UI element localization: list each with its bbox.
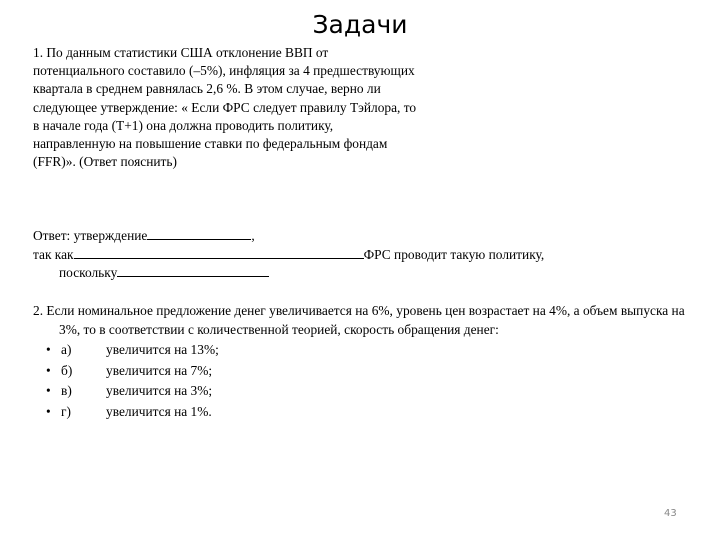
option-c	[46, 381, 219, 402]
answer-blank-since	[117, 264, 269, 277]
task-1-line: потенциального составило (–5%), инфляция за 4 предшествующих	[33, 63, 415, 79]
option-b	[46, 361, 219, 382]
option-letter: а)	[61, 342, 72, 357]
task-2-line: 3%, то в соответствии с количественной теорией, скорость обращения денег:	[59, 321, 499, 337]
answer-label: Ответ: утверждение	[33, 228, 148, 243]
answer-blank-reason	[74, 246, 364, 259]
task-1-line: 1. По данным статистики США отклонение ВВП от	[33, 45, 329, 60]
task-1-line: в начале года (T+1) она должна проводить политику,	[33, 117, 334, 133]
option-letter: г)	[61, 403, 71, 419]
task-1-line: направленную на повышение ставки по федеральным фондам	[33, 136, 388, 152]
task-1-line: квартала в среднем равнялась 2,6 %. В этом случае, верно ли	[33, 81, 381, 97]
bullet-icon: •	[46, 403, 51, 419]
option-text: увеличится на 3%;	[106, 383, 213, 398]
task-1-text	[33, 44, 453, 171]
option-text: увеличится на 13%;	[106, 342, 219, 357]
slide-title: Задачи	[312, 10, 408, 39]
option-d	[46, 402, 219, 423]
fed-policy-text: ФРС проводит такую политику,	[363, 246, 545, 262]
answer-blank-statement	[147, 227, 251, 240]
page-number: 43	[664, 508, 677, 519]
option-a	[46, 340, 219, 361]
option-letter: б)	[61, 362, 73, 378]
since-label: поскольку	[59, 265, 118, 280]
comma: ,	[251, 228, 255, 243]
option-text: увеличится на 7%;	[106, 362, 213, 378]
bullet-icon: •	[46, 383, 51, 398]
option-text: увеличится на 1%.	[106, 403, 212, 419]
bullet-icon: •	[46, 342, 51, 357]
task-2-text	[33, 302, 720, 339]
because-label: так как	[33, 246, 74, 262]
bullet-icon: •	[46, 362, 51, 378]
option-letter: в)	[61, 383, 72, 398]
task-1-line: (FFR)». (Ответ пояснить)	[33, 154, 177, 170]
task-2-line: 2. Если номинальное предложение денег увеличивается на 6%, уровень цен возрастает на 4%, а объем выпуска на	[33, 303, 685, 318]
task-1-line: следующее утверждение: « Если ФРС следует правилу Тэйлора, то	[33, 99, 417, 115]
task-2-options	[46, 340, 219, 422]
answer-template	[33, 227, 653, 283]
